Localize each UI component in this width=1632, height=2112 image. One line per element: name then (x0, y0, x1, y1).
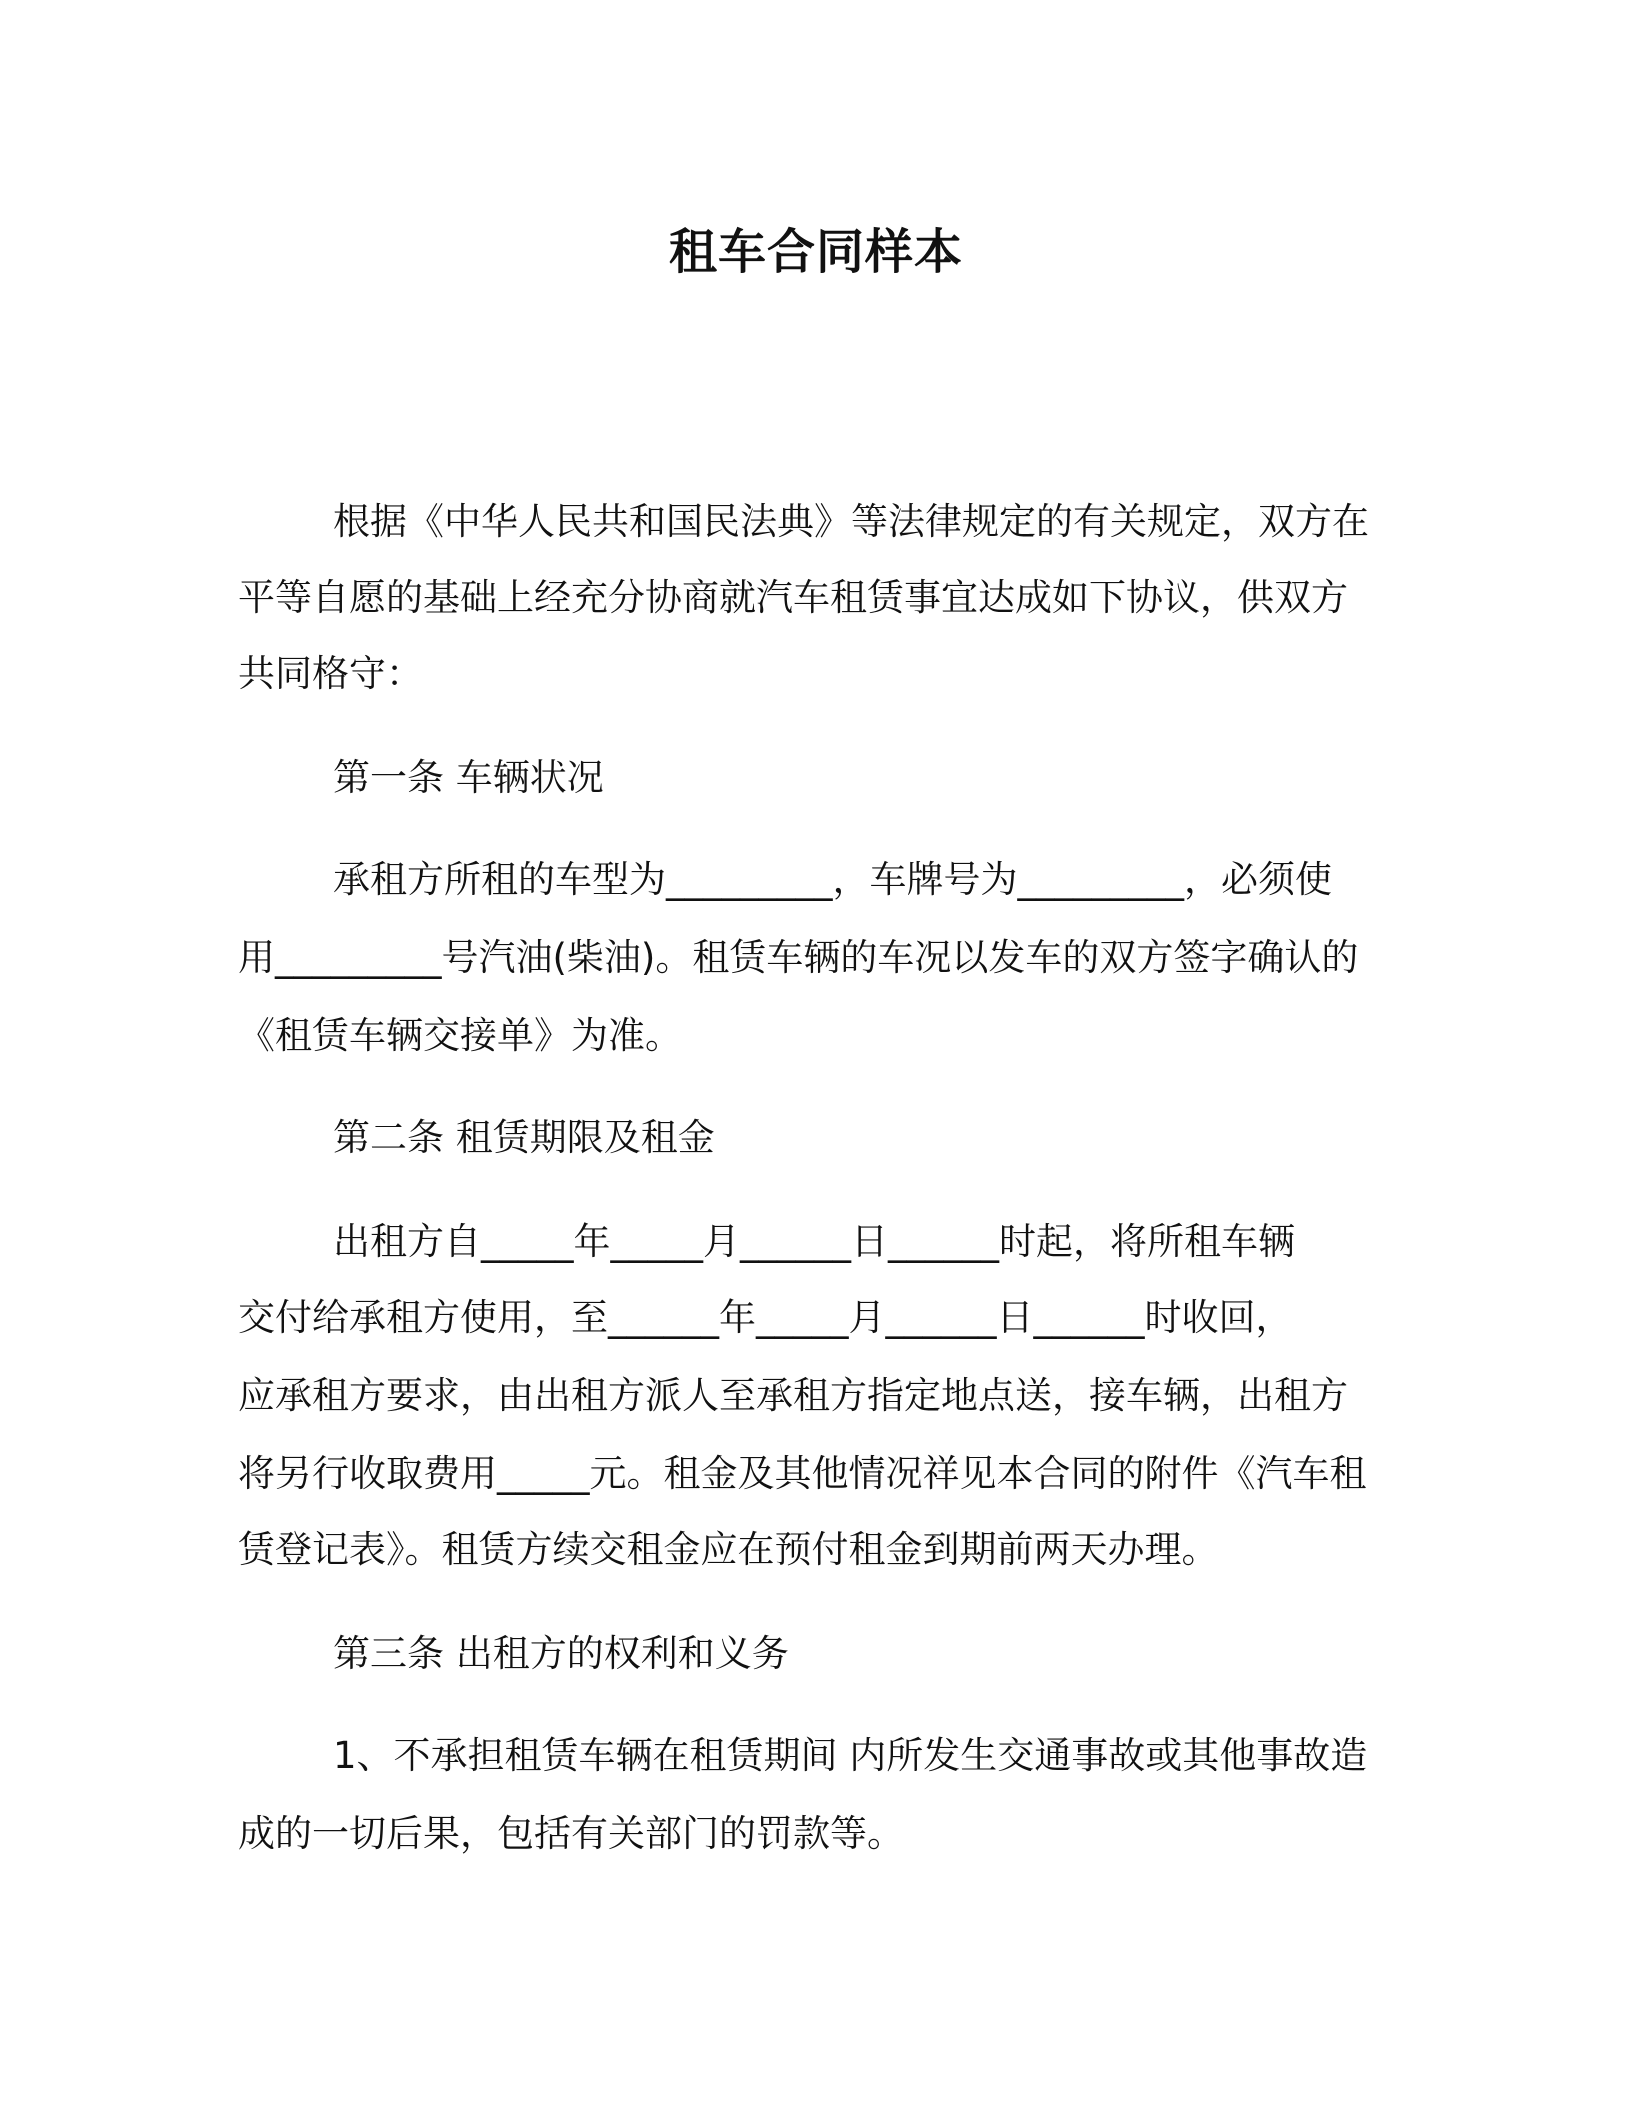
section-1-line-2: 用_________号汽油(柴油)。租赁车辆的车况以发车的双方签字确认的 (238, 936, 1359, 979)
intro-line-1: 根据《中华人民共和国民法典》等法律规定的有关规定，双方在 (333, 500, 1369, 543)
section-1-heading: 第一条 车辆状况 (333, 756, 604, 799)
intro-line-2: 平等自愿的基础上经充分协商就汽车租赁事宜达成如下协议，供双方 (238, 576, 1348, 619)
section-1-line-1: 承租方所租的车型为_________，车牌号为_________，必须使 (333, 858, 1332, 901)
intro-line-3: 共同格守： (238, 652, 423, 695)
section-3-item-1-line-2: 成的一切后果，包括有关部门的罚款等。 (238, 1812, 904, 1855)
section-2-line-5: 赁登记表》。租赁方续交租金应在预付租金到期前两天办理。 (238, 1528, 1219, 1571)
section-2-line-2: 交付给承租方使用，至______年_____月______日______时收回， (238, 1296, 1293, 1339)
section-2-line-4: 将另行收取费用_____元。租金及其他情况祥见本合同的附件《汽车租 (238, 1452, 1367, 1495)
section-3-heading: 第三条 出租方的权利和义务 (333, 1632, 789, 1675)
section-2-heading: 第二条 租赁期限及租金 (333, 1116, 715, 1159)
document-title: 租车合同样本 (668, 224, 963, 280)
section-2-line-3: 应承租方要求，由出租方派人至承租方指定地点送，接车辆，出租方 (238, 1374, 1348, 1417)
section-1-line-3: 《租赁车辆交接单》为准。 (238, 1014, 682, 1057)
section-3-item-1-line-1: 1、不承担租赁车辆在租赁期间 内所发生交通事故或其他事故造 (333, 1734, 1368, 1777)
section-2-line-1: 出租方自_____年_____月______日______时起，将所租车辆 (333, 1220, 1295, 1263)
